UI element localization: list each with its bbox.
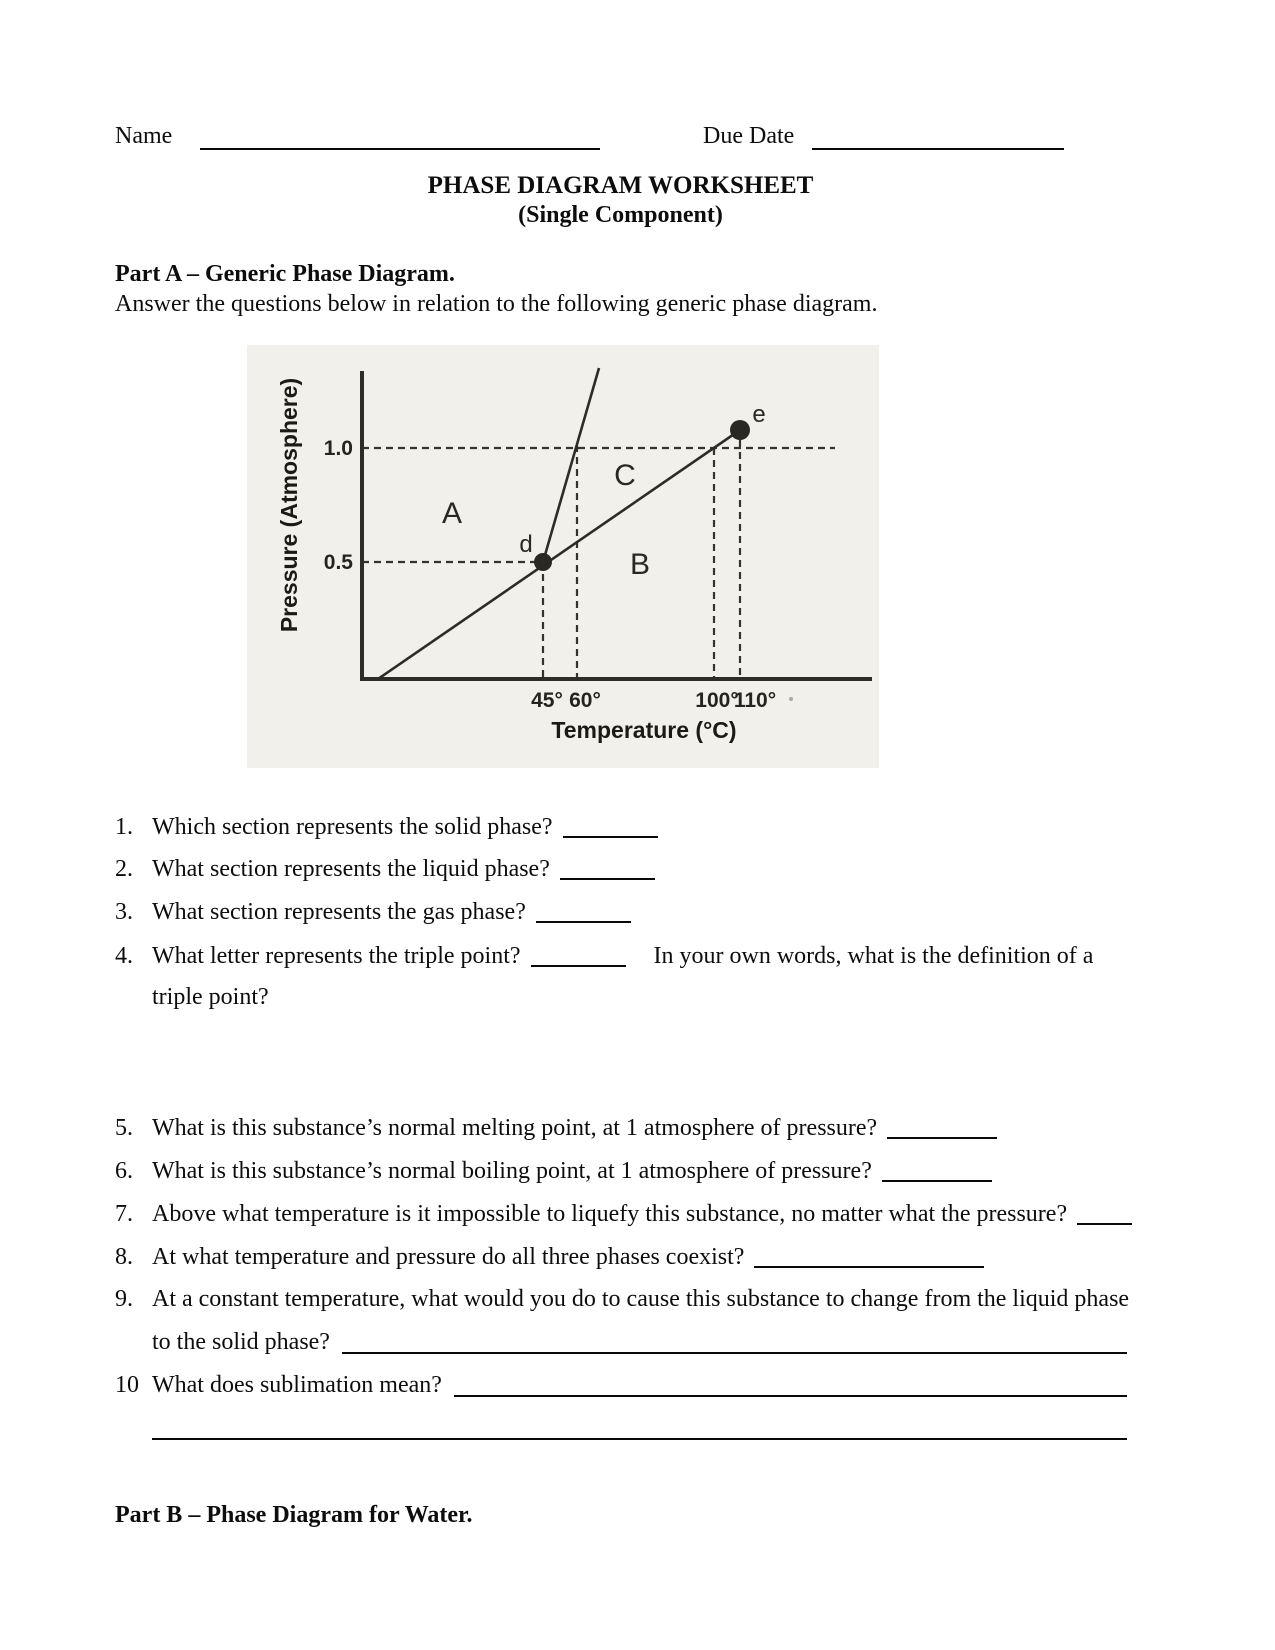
answer-blank	[536, 899, 631, 923]
critical-point-dot	[730, 420, 750, 440]
question-number: 10	[115, 1372, 139, 1398]
answer-blank	[563, 814, 658, 838]
question-text: Which section represents the solid phase?	[152, 814, 553, 840]
question-number: 9.	[115, 1286, 133, 1312]
name-blank-line	[200, 122, 600, 150]
question-text: What letter represents the triple point?	[152, 943, 521, 969]
question-row-8	[115, 1240, 984, 1273]
question-text: What does sublimation mean?	[152, 1372, 442, 1398]
triple-point-dot	[534, 553, 552, 571]
critical-point-label: e	[752, 401, 766, 428]
worksheet-title: PHASE DIAGRAM WORKSHEET	[427, 172, 814, 199]
triple-point-label: d	[519, 531, 533, 558]
part-a-instructions: Answer the questions below in relation to the following generic phase diagram.	[115, 291, 878, 317]
region-label-liquid: C	[614, 459, 636, 492]
question-row-6	[115, 1154, 992, 1187]
question-row-9	[115, 1283, 1129, 1315]
question-text: At a constant temperature, what would you do to cause this substance to change from the liquid phase	[152, 1286, 1130, 1312]
answer-blank-line	[152, 1412, 1127, 1440]
due-date-label: Due Date	[703, 123, 795, 149]
question-text: At what temperature and pressure do all three phases coexist?	[152, 1244, 745, 1270]
answer-blank	[454, 1369, 1127, 1397]
question-row-7	[115, 1197, 1132, 1230]
name-label: Name	[115, 123, 173, 149]
answer-blank	[887, 1115, 997, 1139]
question-text: to the solid phase?	[152, 1329, 330, 1355]
question-text: What is this substance’s normal melting point, at 1 atmosphere of pressure?	[152, 1115, 878, 1141]
y-tick-0.5: 0.5	[323, 551, 353, 574]
question-row-4	[115, 939, 1093, 972]
question-number: 1.	[115, 814, 133, 840]
question-text: What section represents the liquid phase?	[152, 856, 550, 882]
due-date-blank-line	[812, 122, 1064, 150]
y-axis-title: Pressure (Atmosphere)	[276, 377, 302, 633]
region-label-gas: B	[629, 548, 651, 581]
worksheet-subtitle: (Single Component)	[518, 202, 723, 228]
x-tick-45: 45°	[531, 689, 563, 712]
answer-blank	[531, 943, 626, 967]
question-row-2	[115, 852, 655, 885]
y-tick-1: 1.0	[323, 437, 353, 460]
scan-artifact-dot	[789, 697, 793, 701]
region-label-solid: A	[441, 497, 463, 530]
question-number: 3.	[115, 899, 133, 925]
answer-blank	[560, 856, 655, 880]
phase-diagram	[247, 345, 879, 768]
x-axis-title: Temperature (°C)	[551, 717, 737, 743]
question-text: What section represents the gas phase?	[152, 899, 526, 925]
question-text: triple point?	[152, 984, 269, 1010]
question-row-1	[115, 810, 658, 843]
x-tick-60: 60°	[569, 689, 601, 712]
question-number: 5.	[115, 1115, 133, 1141]
answer-blank	[342, 1326, 1127, 1354]
question-row-3	[115, 895, 631, 928]
question-text: Above what temperature is it impossible to liquefy this substance, no matter what the pressure?	[152, 1201, 1068, 1227]
answer-blank	[754, 1244, 984, 1268]
answer-blank	[1077, 1201, 1132, 1225]
question-number: 2.	[115, 856, 133, 882]
part-b-heading: Part B – Phase Diagram for Water.	[115, 1502, 473, 1528]
question-text: What is this substance’s normal boiling point, at 1 atmosphere of pressure?	[152, 1158, 872, 1184]
question-number: 7.	[115, 1201, 133, 1227]
question-number: 8.	[115, 1244, 133, 1270]
x-tick-110: 110°	[733, 689, 777, 712]
question-row-4-continued	[152, 981, 269, 1013]
question-row-10	[115, 1369, 1127, 1401]
part-a-heading: Part A – Generic Phase Diagram.	[115, 261, 455, 287]
question-row-5	[115, 1111, 997, 1144]
question-number: 4.	[115, 943, 133, 969]
question-row-9-continued	[152, 1326, 1127, 1358]
question-text: In your own words, what is the definition of a	[653, 943, 1094, 969]
answer-blank	[882, 1158, 992, 1182]
phase-diagram-scan	[247, 345, 879, 768]
question-number: 6.	[115, 1158, 133, 1184]
vaporization-curve	[378, 430, 740, 679]
x-tick-100: 100°	[695, 689, 739, 712]
